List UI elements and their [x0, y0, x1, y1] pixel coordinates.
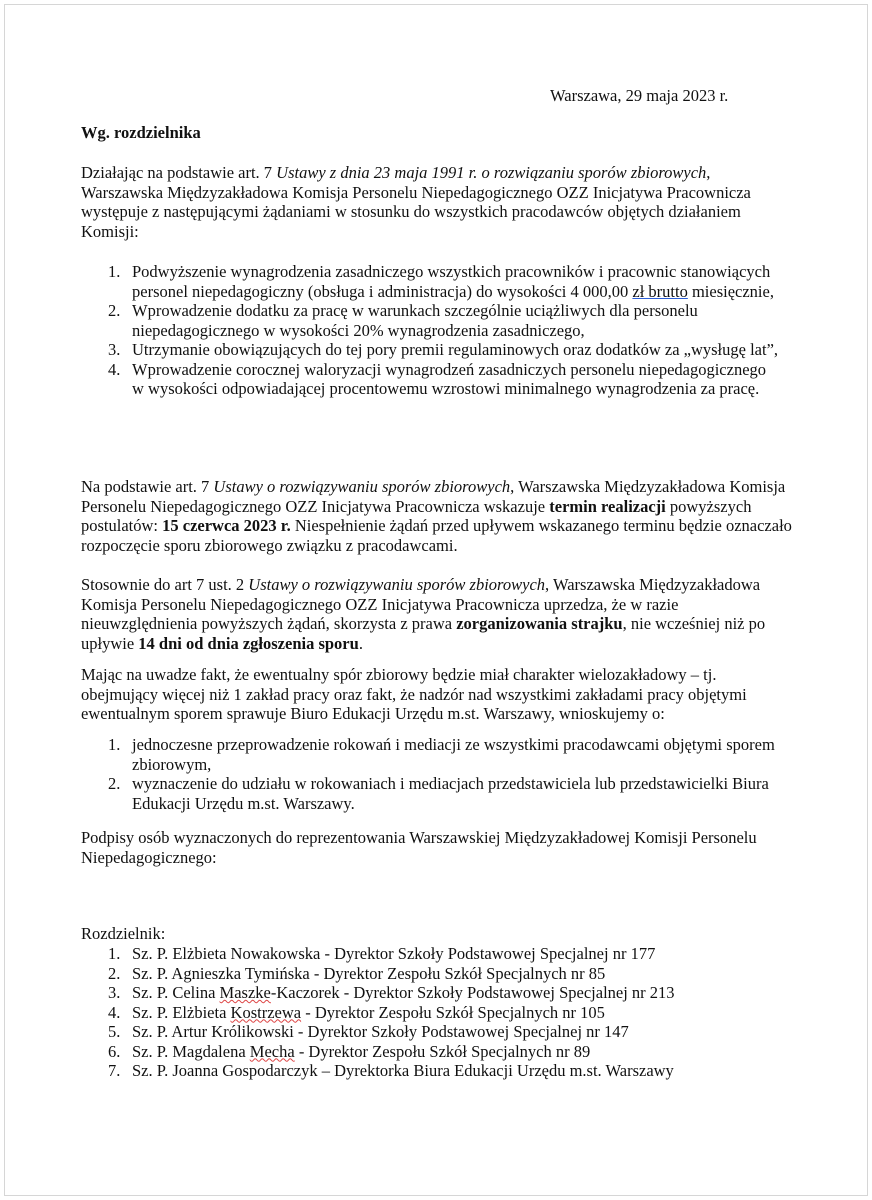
requests-list: [81, 735, 781, 813]
distribution-list: [81, 944, 793, 1081]
strike-text-4: .: [358, 633, 363, 653]
demand-number: 3.: [108, 340, 121, 359]
demand-text: Utrzymanie obowiązujących do tej pory premii regulaminowych oraz dodatków za „wysługę lat”,: [132, 340, 779, 359]
distribution-text: Sz. P. Magdalena: [132, 1041, 250, 1061]
distribution-text-end: -Kaczorek - Dyrektor Szkoły Podstawowej Specjalnej nr 213: [270, 983, 675, 1002]
intro-text-a: Działając na podstawie art. 7: [81, 163, 277, 182]
distribution-number: 7.: [108, 1061, 121, 1080]
demand-text: Wprowadzenie corocznej waloryzacji wynagrodzeń zasadniczych personelu niepedagogicznego w wysokości odpowiadającej procentowemu wzrostowi minimalnego wynagrodzenia za pracę.: [132, 359, 767, 398]
request-item: [81, 774, 781, 813]
demand-currency: zł brutto: [632, 281, 688, 301]
deadline-law-title: Ustawy o rozwiązywaniu sporów zbiorowych: [213, 477, 511, 496]
strike-bold-1: zorganizowania strajku: [456, 614, 623, 633]
distribution-text: Sz. P. Celina: [132, 983, 220, 1002]
strike-text-2: , Warszawska Międzyzakładowa Komisja Personelu Niepedagogicznego OZZ Inicjatywa Pracownicza uprzedza, że w razie nieuwzględnienia powyższych żądań, skorzysta z prawa: [81, 575, 761, 633]
intro-paragraph: [81, 163, 793, 241]
demand-item: [81, 301, 781, 340]
distribution-item: [81, 1003, 793, 1023]
demand-number: 1.: [108, 262, 121, 281]
distribution-number: 6.: [108, 1041, 121, 1061]
distribution-text-end: - Dyrektor Zespołu Szkół Specjalnych nr 89: [294, 1041, 591, 1061]
strike-law-title: Ustawy o rozwiązywaniu sporów zbiorowych: [248, 575, 546, 594]
request-item: [81, 735, 781, 774]
strike-text-1: Stosownie do art 7 ust. 2: [81, 575, 249, 594]
spellcheck-word: Maszke: [219, 983, 271, 1002]
distribution-item: [81, 1042, 793, 1062]
deadline-text-3: powyższych postulatów:: [81, 496, 752, 535]
distribution-number: 3.: [108, 983, 121, 1002]
demand-item: [81, 340, 781, 360]
signatures-paragraph: Podpisy osób wyznaczonych do reprezentowania Warszawskiej Międzyzakładowej Komisji Personelu Niepedagogicznego:: [81, 828, 757, 867]
deadline-text-4: Niespełnienie żądań przed upływem wskazanego terminu będzie oznaczało rozpoczęcie sporu zbiorowego związku z pracodawcami.: [81, 516, 792, 555]
demand-number: 2.: [108, 301, 121, 320]
distribution-text: Sz. P. Elżbieta Nowakowska - Dyrektor Szkoły Podstawowej Specjalnej nr 177: [132, 944, 656, 963]
strike-text-3: , nie wcześniej niż po upływie: [81, 614, 766, 653]
distribution-number: 1.: [108, 944, 121, 963]
request-text: jednoczesne przeprowadzenie rokowań i mediacji ze wszystkimi pracodawcami objętymi sporem zbiorowym,: [132, 735, 775, 774]
strike-deadline: 14 dni od dnia zgłoszenia sporu: [138, 633, 359, 653]
distribution-item: [81, 944, 793, 964]
distribution-text: Sz. P. Agnieszka Tymińska - Dyrektor Zespołu Szkół Specjalnych nr 85: [132, 963, 606, 983]
demand-item: [81, 262, 781, 301]
distribution-number: 5.: [108, 1022, 121, 1041]
demand-item: [81, 360, 781, 399]
intro-law-title: Ustawy z dnia 23 maja 1991 r. o rozwiązaniu sporów zbiorowych: [276, 163, 707, 182]
distribution-text: Sz. P. Artur Królikowski - Dyrektor Szkoły Podstawowej Specjalnej nr 147: [132, 1022, 629, 1041]
demand-text-end: miesięcznie,: [687, 281, 774, 301]
request-number: 2.: [108, 774, 121, 793]
spellcheck-word: Kostrzewa: [230, 1002, 302, 1022]
date-line: Warszawa, 29 maja 2023 r.: [550, 86, 729, 105]
deadline-date: 15 czerwca 2023 r.: [162, 516, 291, 535]
request-number: 1.: [108, 735, 121, 754]
requests-intro: Mając na uwadze fakt, że ewentualny spór zbiorowy będzie miał charakter wielozakładowy – tj. obejmujący więcej niż 1 zakład pracy oraz fakt, że nadzór nad wszystkimi zakładami pracy objętymi ewentualnym sporem sprawuje Biuro Edukacji Urzędu m.st. Warszawy, wnioskujemy o:: [81, 665, 747, 723]
deadline-text-1: Na podstawie art. 7: [81, 477, 214, 496]
distribution-text: Sz. P. Elżbieta: [132, 1002, 231, 1022]
demands-list: [81, 262, 781, 399]
demand-text: Podwyższenie wynagrodzenia zasadniczego wszystkich pracowników i pracownic stanowiących personel niepedagogiczny (obsługa i administracja) do wysokości 4 000,00: [132, 262, 771, 301]
intro-text-b: , Warszawska Międzyzakładowa Komisja Personelu Niepedagogicznego OZZ Inicjatywa Pracownicza występuje z następującymi żądaniami w stosunku do wszystkich pracodawców objętych działaniem Komisji:: [81, 163, 751, 241]
distribution-number: 4.: [108, 1002, 121, 1022]
demand-text: Wprowadzenie dodatku za pracę w warunkach szczególnie uciążliwych dla personelu niepedagogicznego w wysokości 20% wynagrodzenia zasadniczego,: [132, 301, 698, 340]
distribution-number: 2.: [108, 963, 121, 983]
demand-number: 4.: [108, 359, 121, 379]
deadline-text-2: , Warszawska Międzyzakładowa Komisja Personelu Niepedagogicznego OZZ Inicjatywa Pracownicza wskazuje: [81, 477, 786, 516]
distribution-text-end: - Dyrektor Zespołu Szkół Specjalnych nr 105: [301, 1002, 605, 1022]
deadline-bold-1: termin realizacji: [549, 496, 666, 516]
distribution-heading: Rozdzielnik:: [81, 924, 166, 943]
distribution-item: [81, 1022, 793, 1042]
deadline-paragraph: [81, 477, 793, 555]
distribution-item: [81, 964, 793, 984]
distribution-text: Sz. P. Joanna Gospodarczyk – Dyrektorka Biura Edukacji Urzędu m.st. Warszawy: [132, 1061, 674, 1080]
distribution-item: [81, 983, 793, 1003]
request-text: wyznaczenie do udziału w rokowaniach i mediacjach przedstawiciela lub przedstawicielki Biura Edukacji Urzędu m.st. Warszawy.: [132, 774, 769, 813]
salutation: Wg. rozdzielnika: [81, 123, 201, 142]
distribution-item: [81, 1061, 793, 1081]
strike-paragraph: [81, 575, 793, 653]
spellcheck-word: Mecha: [249, 1041, 295, 1061]
